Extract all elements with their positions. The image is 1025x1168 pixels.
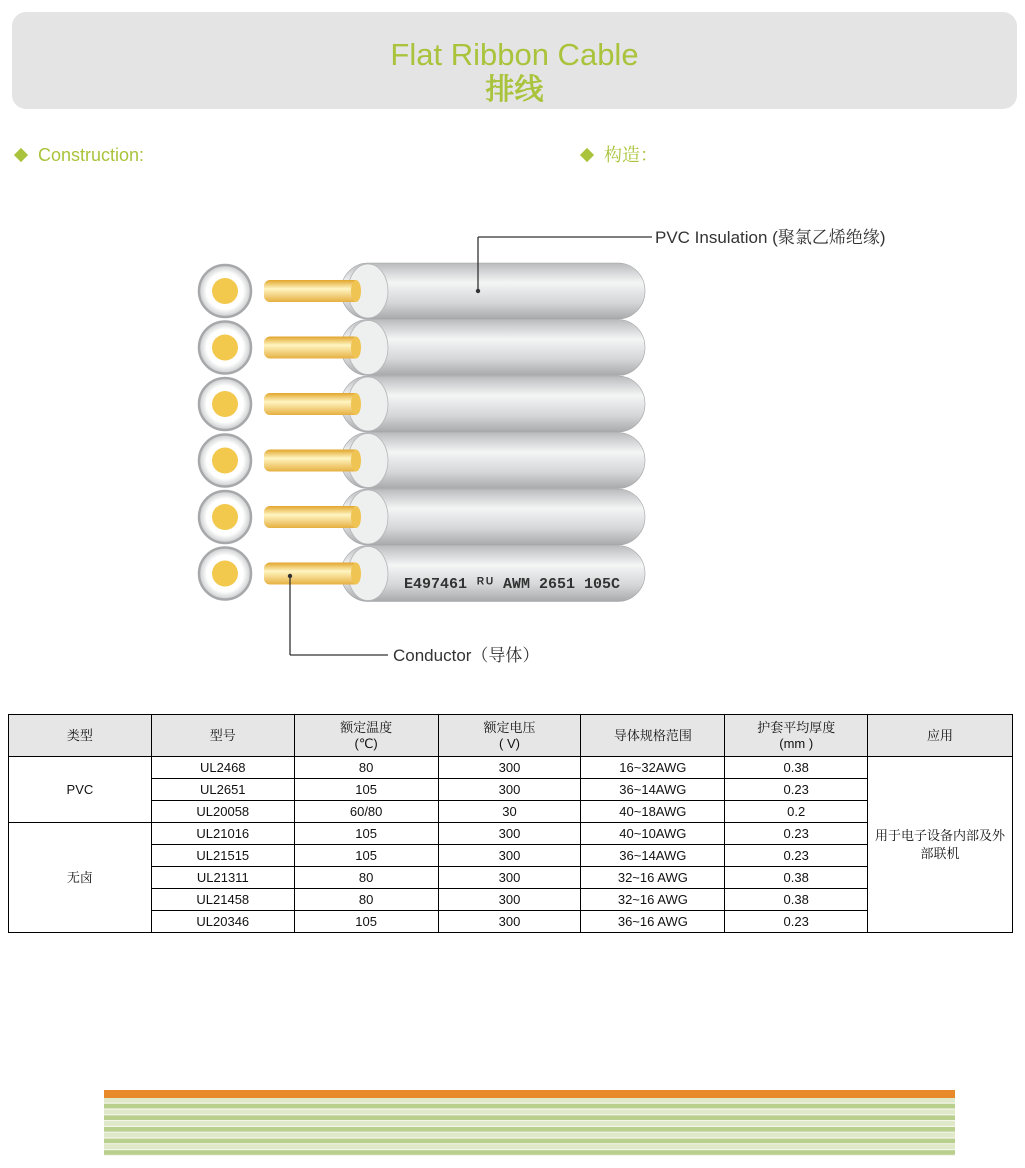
- table-cell: 300: [438, 845, 581, 867]
- table-cell: 105: [294, 823, 438, 845]
- table-row: [9, 823, 1013, 845]
- column-header: 额定温度 (℃): [294, 715, 438, 757]
- table-cell: UL21458: [151, 889, 294, 911]
- table-cell: 32~16 AWG: [581, 889, 725, 911]
- table-cell: UL20346: [151, 911, 294, 933]
- ribbon-stripe-highlight: [104, 1149, 955, 1150]
- table-header-row: [9, 715, 1013, 757]
- conductor-wire: [264, 337, 360, 359]
- conductor-end-face: [351, 280, 361, 302]
- cable-strand: [264, 320, 645, 376]
- cable-strand: [264, 489, 645, 545]
- table-cell: 0.38: [725, 867, 868, 889]
- ribbon-stripe-highlight: [104, 1132, 955, 1133]
- conductor-wire: [264, 393, 360, 415]
- table-cell: 300: [438, 911, 581, 933]
- table-cell: UL21515: [151, 845, 294, 867]
- conductor-end-face: [351, 563, 361, 585]
- conductor-core: [212, 391, 238, 417]
- ribbon-stripe-highlight: [104, 1103, 955, 1104]
- conductor-wire: [264, 280, 360, 302]
- table-cell: 36~14AWG: [581, 779, 725, 801]
- table-cell: 80: [294, 757, 438, 779]
- table-cell: 300: [438, 867, 581, 889]
- table-row: [9, 757, 1013, 779]
- table-cell: UL20058: [151, 801, 294, 823]
- table-cell: 105: [294, 845, 438, 867]
- table-row: [9, 867, 1013, 889]
- table-cell: UL21311: [151, 867, 294, 889]
- table-cell: 36~14AWG: [581, 845, 725, 867]
- cable-print-marking: E497461 ᴿᵁ AWM 2651 105C: [404, 576, 621, 593]
- ribbon-stripe-highlight: [104, 1143, 955, 1144]
- table-row: [9, 889, 1013, 911]
- ribbon-stripe-highlight: [104, 1114, 955, 1115]
- ribbon-stripe-highlight: [104, 1155, 955, 1156]
- column-header: 额定电压 ( V): [438, 715, 581, 757]
- ribbon-stripe-highlight: [104, 1108, 955, 1109]
- cross-section: [199, 548, 251, 600]
- spec-table: [8, 714, 1013, 933]
- application-cell: 用于电子设备内部及外部联机: [868, 757, 1013, 933]
- conductor-end-face: [351, 393, 361, 415]
- table-cell: UL2468: [151, 757, 294, 779]
- table-cell: 105: [294, 779, 438, 801]
- table-cell: 0.38: [725, 889, 868, 911]
- insulation-pointer-dot: [476, 289, 480, 293]
- cable-strand: [264, 433, 645, 489]
- title-chinese: 排线: [485, 74, 544, 106]
- construction-label-en: Construction:: [38, 145, 145, 165]
- ribbon-stripe-highlight: [104, 1126, 955, 1127]
- table-cell: UL2651: [151, 779, 294, 801]
- red-edge-stripe: [104, 1090, 955, 1098]
- conductor-end-face: [351, 450, 361, 472]
- type-cell: 无卤: [9, 823, 152, 933]
- table-cell: 0.38: [725, 757, 868, 779]
- table-cell: 0.23: [725, 845, 868, 867]
- title-english: Flat Ribbon Cable: [390, 37, 639, 72]
- table-cell: 32~16 AWG: [581, 867, 725, 889]
- table-cell: 60/80: [294, 801, 438, 823]
- construction-label-cn: 构造：: [604, 145, 658, 165]
- table-cell: 30: [438, 801, 581, 823]
- table-cell: 300: [438, 823, 581, 845]
- column-header: 护套平均厚度 (mm ): [725, 715, 868, 757]
- column-header: 应用: [868, 715, 1013, 757]
- conductor-core: [212, 448, 238, 474]
- table-cell: 0.23: [725, 823, 868, 845]
- cross-section: [199, 378, 251, 430]
- table-cell: 40~10AWG: [581, 823, 725, 845]
- column-header: 型号: [151, 715, 294, 757]
- conductor-pointer-dot: [288, 574, 292, 578]
- conductor-wire: [264, 563, 360, 585]
- table-cell: 0.2: [725, 801, 868, 823]
- cross-section: [199, 265, 251, 317]
- conductor-core: [212, 278, 238, 304]
- table-cell: 40~18AWG: [581, 801, 725, 823]
- cable-strand: [264, 263, 645, 319]
- table-cell: 36~16 AWG: [581, 911, 725, 933]
- table-cell: 0.23: [725, 911, 868, 933]
- table-cell: 300: [438, 757, 581, 779]
- ribbon-stripe-highlight: [104, 1120, 955, 1121]
- table-cell: 300: [438, 889, 581, 911]
- table-cell: 300: [438, 779, 581, 801]
- table-cell: 16~32AWG: [581, 757, 725, 779]
- cross-section: [199, 322, 251, 374]
- conductor-wire: [264, 506, 360, 528]
- column-header: 导体规格范围: [581, 715, 725, 757]
- conductor-wire: [264, 450, 360, 472]
- ribbon-cable-photo: [104, 1090, 955, 1156]
- table-row: [9, 779, 1013, 801]
- ribbon-stripe-highlight: [104, 1137, 955, 1138]
- cross-section: [199, 491, 251, 543]
- table-row: [9, 911, 1013, 933]
- cross-section: [199, 435, 251, 487]
- table-cell: UL21016: [151, 823, 294, 845]
- cable-strand: [264, 376, 645, 432]
- table-row: [9, 801, 1013, 823]
- table-cell: 80: [294, 867, 438, 889]
- table-cell: 105: [294, 911, 438, 933]
- column-header: 类型: [9, 715, 152, 757]
- cable-strand: [264, 546, 645, 602]
- table-row: [9, 845, 1013, 867]
- table-cell: 80: [294, 889, 438, 911]
- conductor-core: [212, 504, 238, 530]
- conductor-core: [212, 335, 238, 361]
- conductor-core: [212, 561, 238, 587]
- table-cell: 0.23: [725, 779, 868, 801]
- insulation-label: PVC Insulation (聚氯乙烯绝缘): [655, 228, 886, 247]
- conductor-label: Conductor（导体）: [393, 646, 540, 665]
- type-cell: PVC: [9, 757, 152, 823]
- conductor-end-face: [351, 506, 361, 528]
- conductor-end-face: [351, 337, 361, 359]
- cable-stack: [199, 263, 645, 602]
